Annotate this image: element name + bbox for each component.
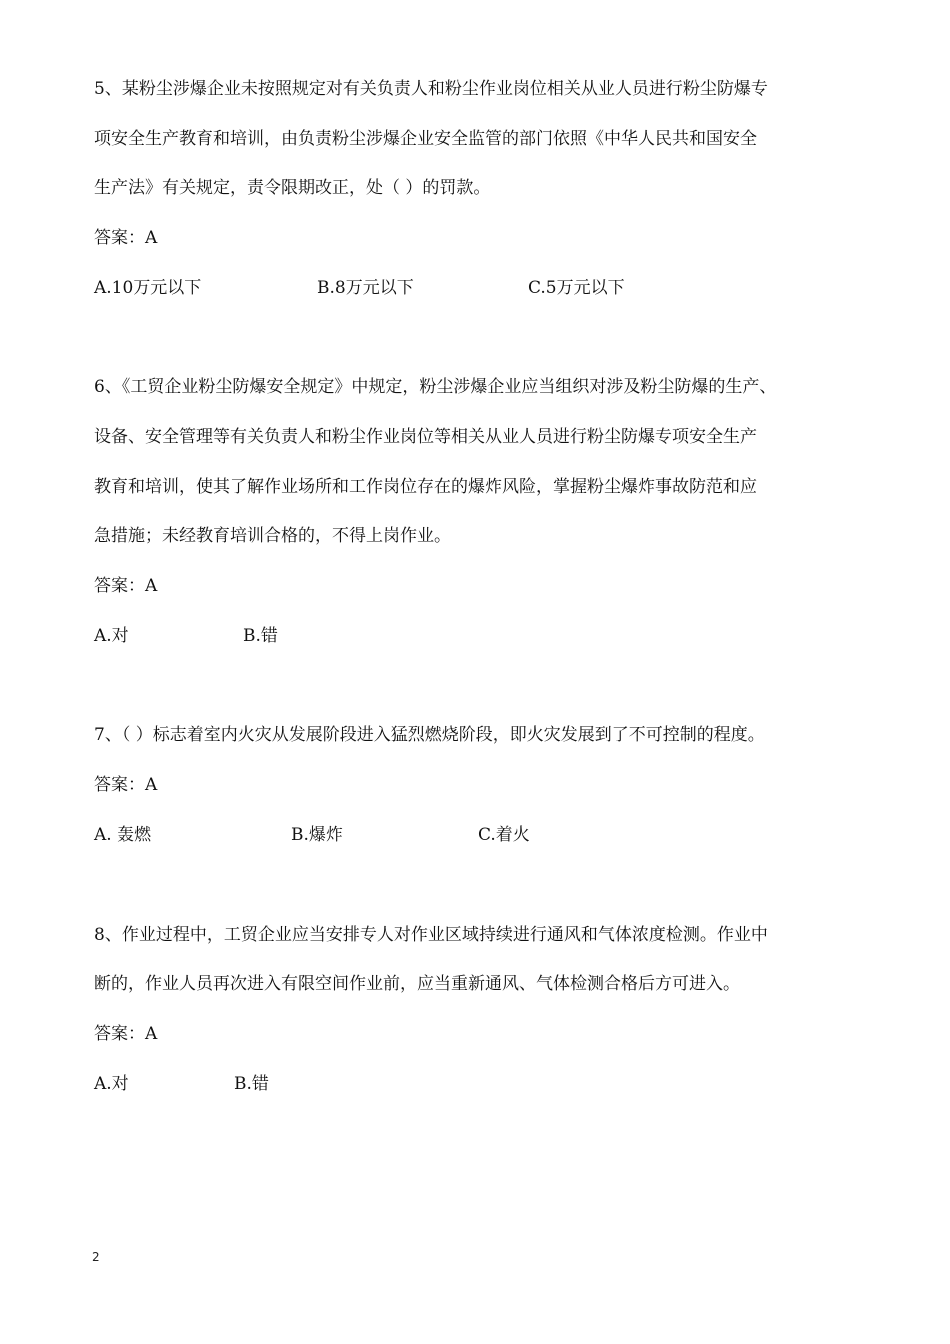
answer-label: 答案：A: [94, 576, 158, 596]
question-text-line: 教育和培训，使其了解作业场所和工作岗位存在的爆炸风险，掌握粉尘爆炸事故防范和应: [94, 477, 757, 497]
question-text-line: 6、《工贸企业粉尘防爆安全规定》中规定，粉尘涉爆企业应当组织对涉及粉尘防爆的生产、: [94, 377, 777, 397]
option-a: A.对: [94, 1074, 129, 1094]
option-b: B.8万元以下: [317, 278, 414, 298]
option-c: C.着火: [478, 825, 530, 845]
question-text-line: 断的，作业人员再次进入有限空间作业前，应当重新通风、气体检测合格后方可进入。: [94, 974, 740, 994]
question-text-line: 7、（ ）标志着室内火灾从发展阶段进入猛烈燃烧阶段，即火灾发展到了不可控制的程度。: [94, 725, 765, 745]
question-text-line: 生产法》有关规定，责令限期改正，处（ ）的罚款。: [94, 178, 491, 198]
option-a: A. 轰燃: [94, 825, 152, 845]
page-number: 2: [92, 1250, 100, 1264]
option-b: B.错: [243, 626, 278, 646]
option-b: B.爆炸: [291, 825, 343, 845]
question-text-line: 急措施；未经教育培训合格的，不得上岗作业。: [94, 526, 451, 546]
question-text-line: 8、作业过程中，工贸企业应当安排专人对作业区域持续进行通风和气体浓度检测。作业中: [94, 925, 768, 945]
question-text-line: 项安全生产教育和培训，由负责粉尘涉爆企业安全监管的部门依照《中华人民共和国安全: [94, 129, 757, 149]
question-text-line: 设备、安全管理等有关负责人和粉尘作业岗位等相关从业人员进行粉尘防爆专项安全生产: [94, 427, 757, 447]
answer-label: 答案：A: [94, 1024, 158, 1044]
answer-label: 答案：A: [94, 228, 158, 248]
question-text-line: 5、某粉尘涉爆企业未按照规定对有关负责人和粉尘作业岗位相关从业人员进行粉尘防爆专: [94, 79, 768, 99]
option-a: A.10万元以下: [94, 278, 202, 298]
answer-label: 答案：A: [94, 775, 158, 795]
option-c: C.5万元以下: [528, 278, 625, 298]
option-b: B.错: [234, 1074, 269, 1094]
option-a: A.对: [94, 626, 129, 646]
